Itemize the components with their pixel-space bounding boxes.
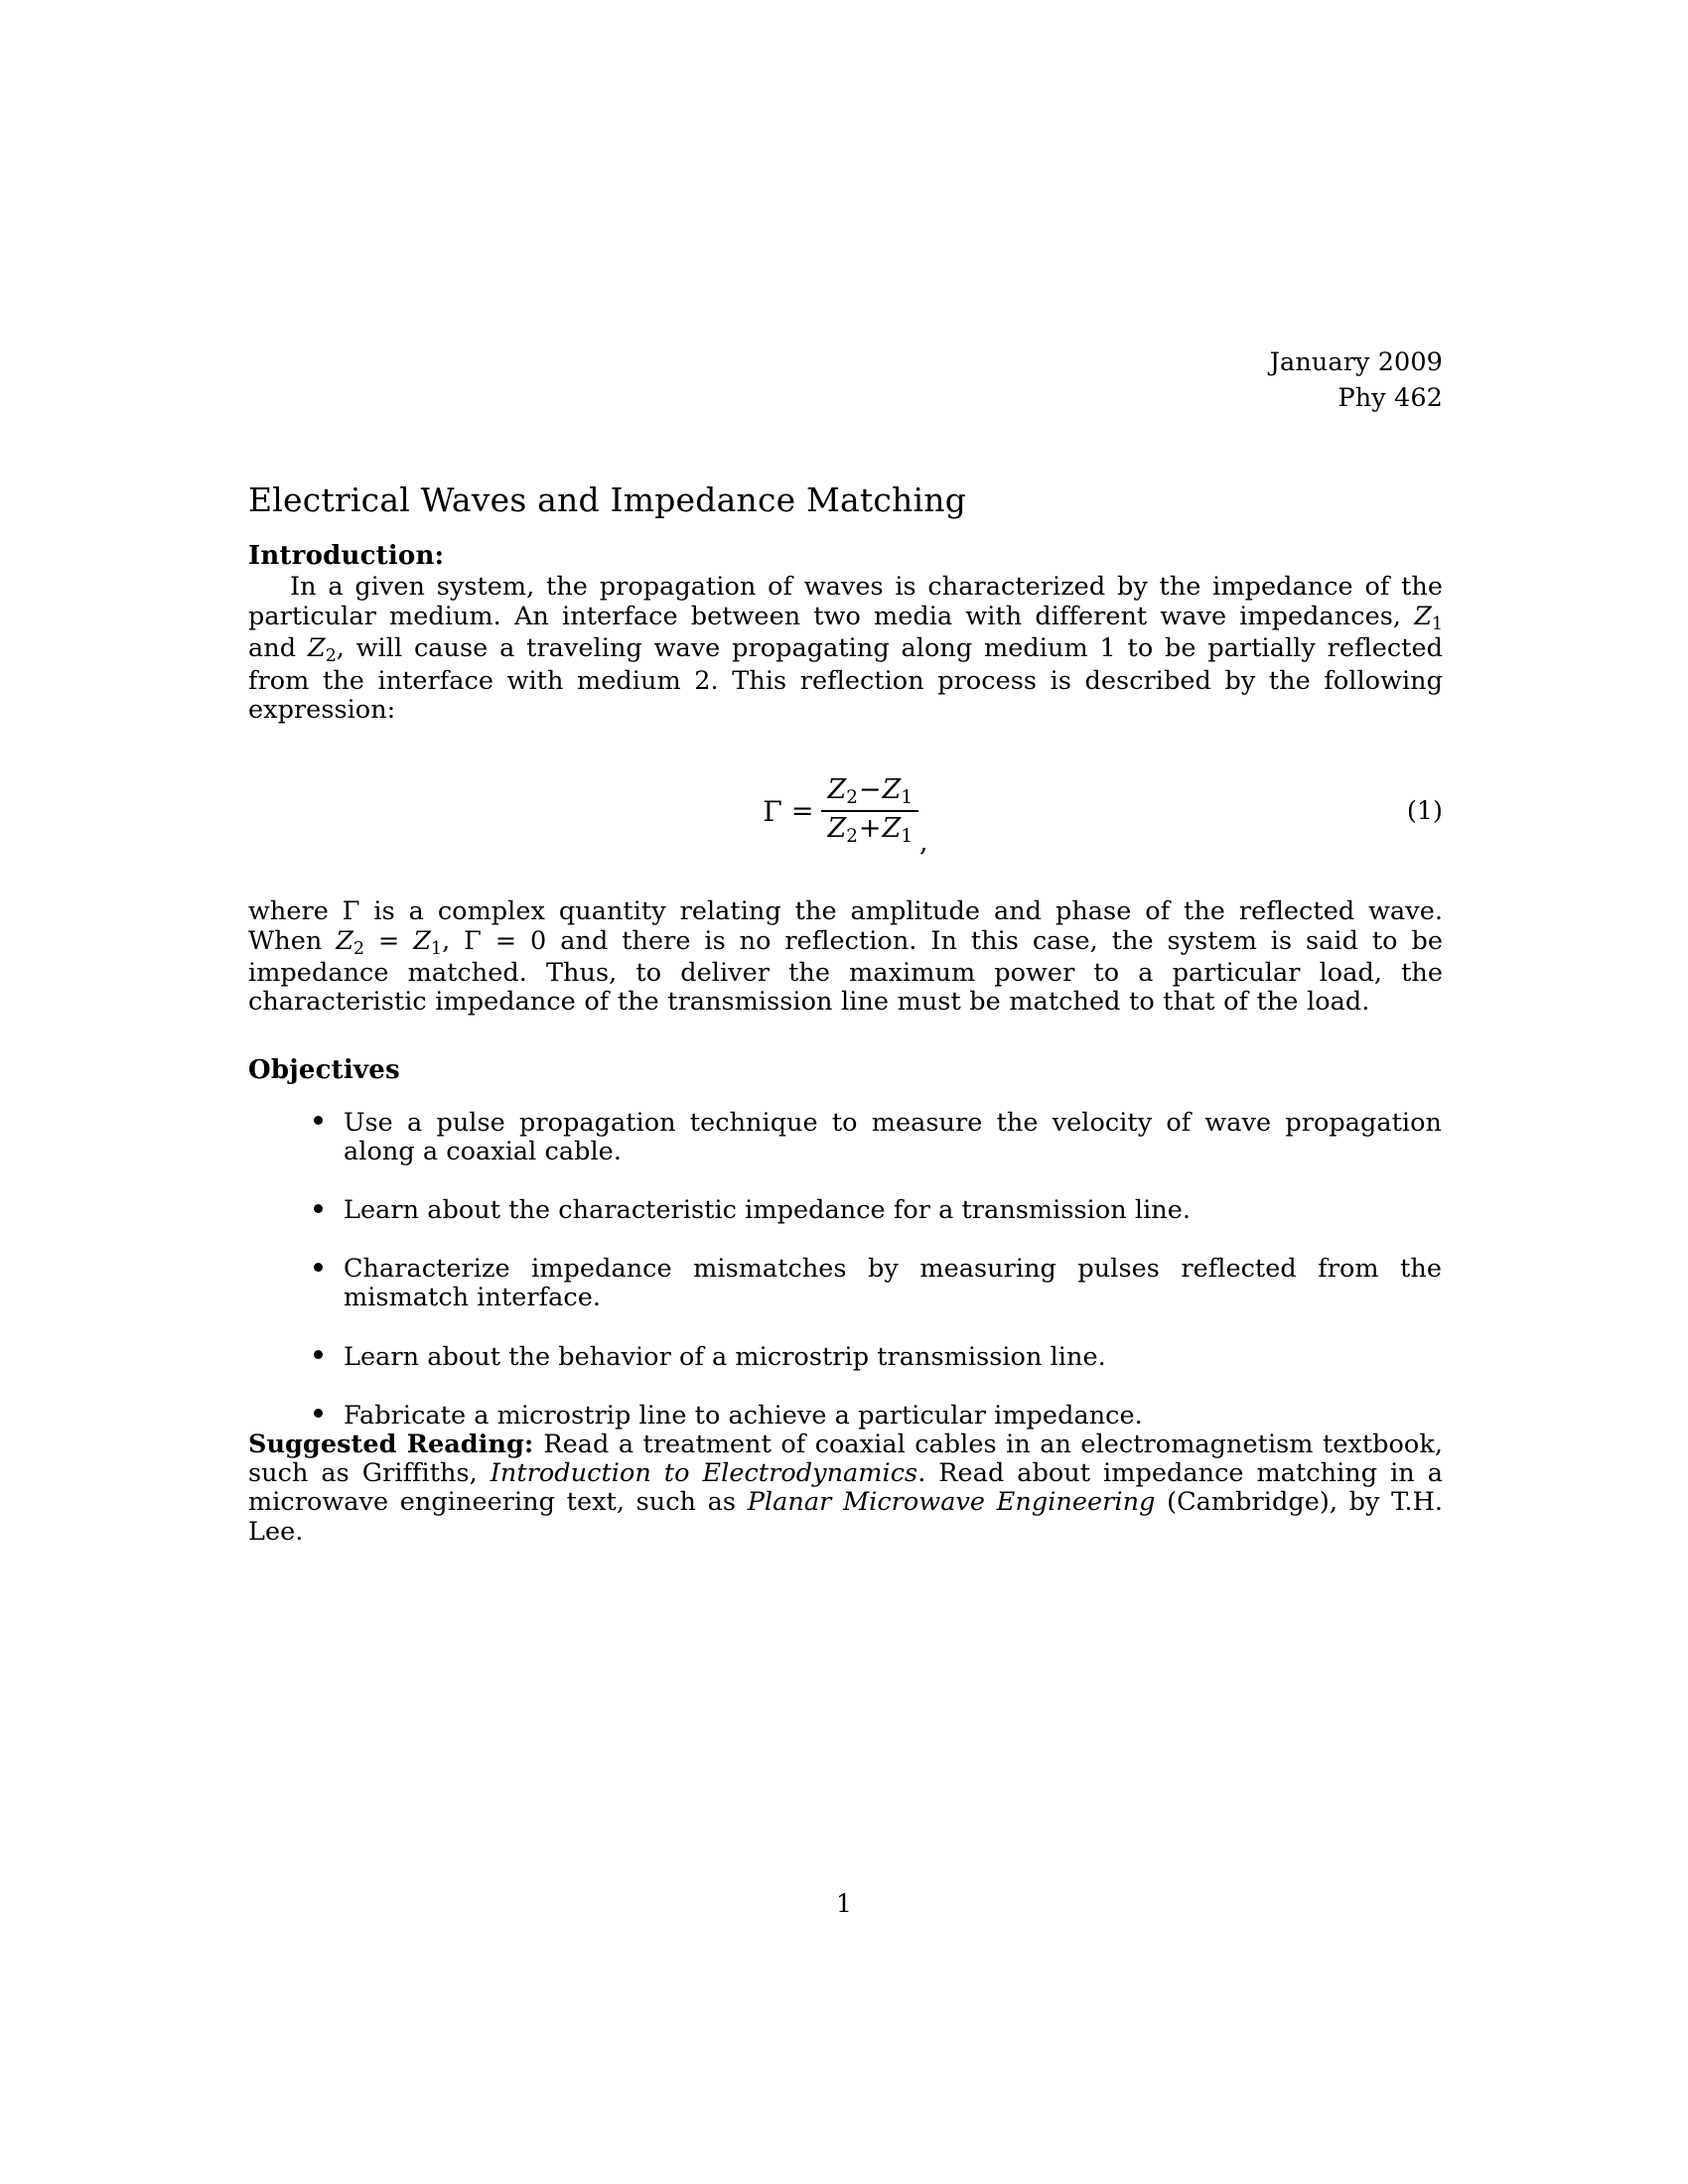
equation-numerator <box>821 773 918 810</box>
objective-text: Learn about the characteristic impedance for a transmission line. <box>344 1195 1192 1226</box>
suggested-reading-label: Suggested Reading: <box>248 1429 534 1459</box>
list-item <box>248 1196 1443 1225</box>
post-eq-part-3: , <box>442 925 465 956</box>
numerator-z1-subscript: 1 <box>901 787 913 809</box>
page-title: Electrical Waves and Impedance Matching <box>248 480 967 520</box>
post-eq-part-2: is a complex quantity relating the amplitude and phase of the reflected wave. When <box>248 896 1443 956</box>
post-eq-gamma-1: Γ <box>342 896 360 927</box>
post-eq-equals-1: = <box>364 925 414 956</box>
equation-gamma: Γ <box>763 794 782 828</box>
objective-text: Learn about the behavior of a microstrip transmission line. <box>344 1341 1106 1372</box>
objective-text: Use a pulse propagation technique to measure the velocity of wave propagation along a coaxial cable. <box>344 1107 1442 1166</box>
suggested-reading-text-1: Read a treatment of coaxial cables in an electromagnetism textbook, such as Griffiths, <box>248 1429 1443 1489</box>
post-eq-z2-subscript: 2 <box>353 938 365 959</box>
equation-equals: = <box>790 795 814 827</box>
numerator-z2-subscript: 2 <box>846 787 858 809</box>
denominator-z1-subscript: 1 <box>901 826 913 848</box>
denominator-z2-subscript: 2 <box>846 826 858 848</box>
post-eq-equals-2: = 0 <box>481 925 547 956</box>
math-z1-subscript: 1 <box>1431 614 1443 634</box>
numerator-z2-symbol: Z <box>827 773 847 805</box>
page-content-column <box>248 0 1443 1547</box>
objectives-list <box>248 1109 1443 1431</box>
post-eq-gamma-2: Γ <box>464 925 482 956</box>
numerator-z2 <box>827 773 858 809</box>
page-number: 1 <box>836 1889 852 1918</box>
numerator-z1 <box>882 773 913 809</box>
bullet-icon <box>314 1116 323 1125</box>
intro-text-part-2: , will cause a traveling wave propagating along medium 1 to be partially reflected from the interface with medium 2. This reflection process is described by the following expression: <box>248 633 1443 726</box>
list-item <box>248 1109 1443 1166</box>
post-eq-z2-symbol: Z <box>336 925 354 956</box>
equation-denominator <box>821 812 918 846</box>
objective-text: Fabricate a microstrip line to achieve a particular impedance. <box>344 1400 1143 1431</box>
list-item <box>248 1255 1443 1312</box>
post-eq-z1-symbol: Z <box>413 925 432 956</box>
numerator-operator: − <box>858 773 882 805</box>
denominator-z1 <box>882 813 913 848</box>
equation-expression <box>248 758 1443 864</box>
equation-trailing-comma: , <box>919 827 928 859</box>
book-title-1: Introduction to Electrodynamics <box>490 1458 918 1489</box>
bullet-icon <box>314 1409 323 1418</box>
post-eq-part-4: and there is no reflection. In this case, the system is said to be impedance matched. Thus, to deliver the maximum power to a particular load, the characteristic impedance of the transmission line must be matched to that of the load. <box>248 925 1443 1018</box>
numerator-z1-symbol: Z <box>882 773 902 805</box>
objective-text: Characterize impedance mismatches by measuring pulses reflected from the mismatch interface. <box>344 1254 1442 1313</box>
bullet-icon <box>314 1263 323 1272</box>
denominator-z1-symbol: Z <box>882 813 902 845</box>
heading-introduction: Introduction: <box>248 541 445 572</box>
intro-conjunction: and <box>248 633 308 664</box>
math-z2-subscript: 2 <box>325 646 337 667</box>
denominator-operator: + <box>858 813 882 845</box>
post-eq-z2 <box>336 925 365 959</box>
intro-text-part-1: In a given system, the propagation of waves is characterized by the impedance of the particular medium. An interface between two media with different wave impedances, <box>248 572 1443 631</box>
list-item <box>248 1402 1443 1431</box>
post-eq-z1-subscript: 1 <box>431 938 443 959</box>
math-z1 <box>1414 601 1443 634</box>
post-eq-part-1: where <box>248 896 343 927</box>
suggested-reading-text-2: . Read about impedance matching in a microwave engineering text, such as <box>248 1458 1443 1518</box>
display-equation-1 <box>248 758 1443 864</box>
denominator-z2 <box>827 813 858 848</box>
book-title-2: Planar Microwave Engineering <box>747 1487 1156 1518</box>
heading-objectives: Objectives <box>248 1054 400 1085</box>
math-z2 <box>307 633 337 667</box>
suggested-reading-paragraph <box>248 1431 1443 1547</box>
equation-fraction <box>821 773 918 848</box>
bullet-icon <box>314 1204 323 1213</box>
denominator-z2-symbol: Z <box>827 813 847 845</box>
post-equation-paragraph <box>248 897 1443 1017</box>
header-course-code: Phy 462 <box>1337 383 1443 414</box>
math-z2-symbol: Z <box>307 633 326 664</box>
document-header <box>248 344 1443 416</box>
suggested-reading-text-3: (Cambridge), by T.H. Lee. <box>248 1487 1444 1547</box>
introduction-paragraph <box>248 573 1443 725</box>
header-date: January 2009 <box>1269 347 1443 377</box>
list-item <box>248 1343 1443 1372</box>
bullet-icon <box>314 1350 323 1359</box>
math-z1-symbol: Z <box>1414 601 1432 631</box>
equation-number: (1) <box>1406 796 1443 827</box>
post-eq-z1 <box>413 925 443 959</box>
